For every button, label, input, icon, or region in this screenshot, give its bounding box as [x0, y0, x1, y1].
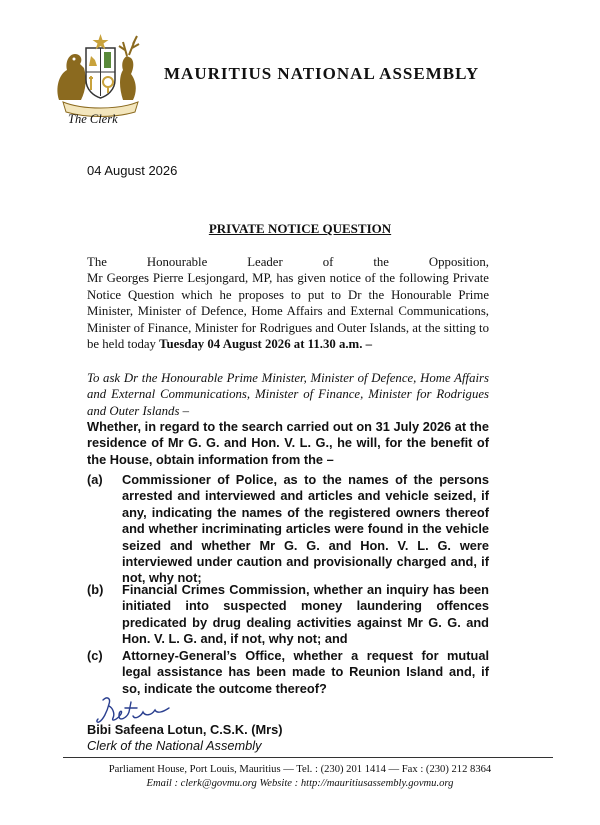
intro-body: Mr Georges Pierre Lesjongard, MP, has given notice of the following Private Notice Question which he proposes to put to Dr the Honourable Prime Minister, Minister of Defence, Home Affairs and External Communications, Minister of Finance, Minister for Rodrigues and Outer Islands, at the sitting to be held today — [87, 271, 489, 352]
question-item-b — [87, 582, 489, 648]
footer-address: Parliament House, Port Louis, Mauritius — Tel. : (230) 201 1414 — Fax : (230) 212 8364 — [108, 764, 492, 775]
question-item-c — [87, 648, 489, 697]
clerk-label: The Clerk — [68, 112, 118, 126]
coat-of-arms-logo — [53, 30, 148, 118]
to-ask-paragraph: To ask Dr the Honourable Prime Minister, Minister of Defence, Home Affairs and External Communications, Minister of Finance, Minister for Rodrigues and Outer Islands – — [87, 371, 489, 418]
item-text: Attorney-General’s Office, whether a request for mutual legal assistance has been made to Reunion Island and, if so, indicate the outcome thereof? — [122, 648, 489, 696]
footer-contact: Email : clerk@govmu.org Website : http://mauritiusassembly.govmu.org — [146, 778, 454, 789]
footer-divider — [63, 757, 553, 758]
signatory-title: Clerk of the National Assembly — [87, 738, 262, 753]
assembly-title: MAURITIUS NATIONAL ASSEMBLY — [164, 64, 480, 83]
question-paragraph: Whether, in regard to the search carried out on 31 July 2026 at the residence of Mr G. G. and Hon. V. L. G., he will, for the benefit of the House, obtain information from the – — [87, 419, 489, 467]
question-item-a — [87, 472, 489, 587]
intro-paragraph — [87, 254, 489, 352]
item-label: (a) — [87, 472, 103, 487]
sitting-time: Tuesday 04 August 2026 at 11.30 a.m. – — [159, 337, 373, 352]
document-date: 04 August 2026 — [87, 163, 178, 178]
signatory-name: Bibi Safeena Lotun, C.S.K. (Mrs) — [87, 722, 283, 737]
item-label: (b) — [87, 582, 104, 597]
item-text: Commissioner of Police, as to the names of the persons arrested and interviewed and articles and vehicle seized, if any, indicating the names of the registered owners thereof and whether incriminating articles were found in the vehicle seized and whether Mr G. G. and Hon. V. L. G. were interviewed under caution and provisionally charged and, if not, why not; — [122, 472, 489, 586]
intro-first-line: The Honourable Leader of the Opposition, — [87, 255, 489, 269]
item-text: Financial Crimes Commission, whether an inquiry has been initiated into suspected money laundering offences predicated by drug dealing activities against Mr G. G. and Hon. V. L. G. and, if not, why not; and — [122, 582, 489, 647]
pnq-heading: PRIVATE NOTICE QUESTION — [208, 221, 392, 236]
item-label: (c) — [87, 648, 103, 663]
